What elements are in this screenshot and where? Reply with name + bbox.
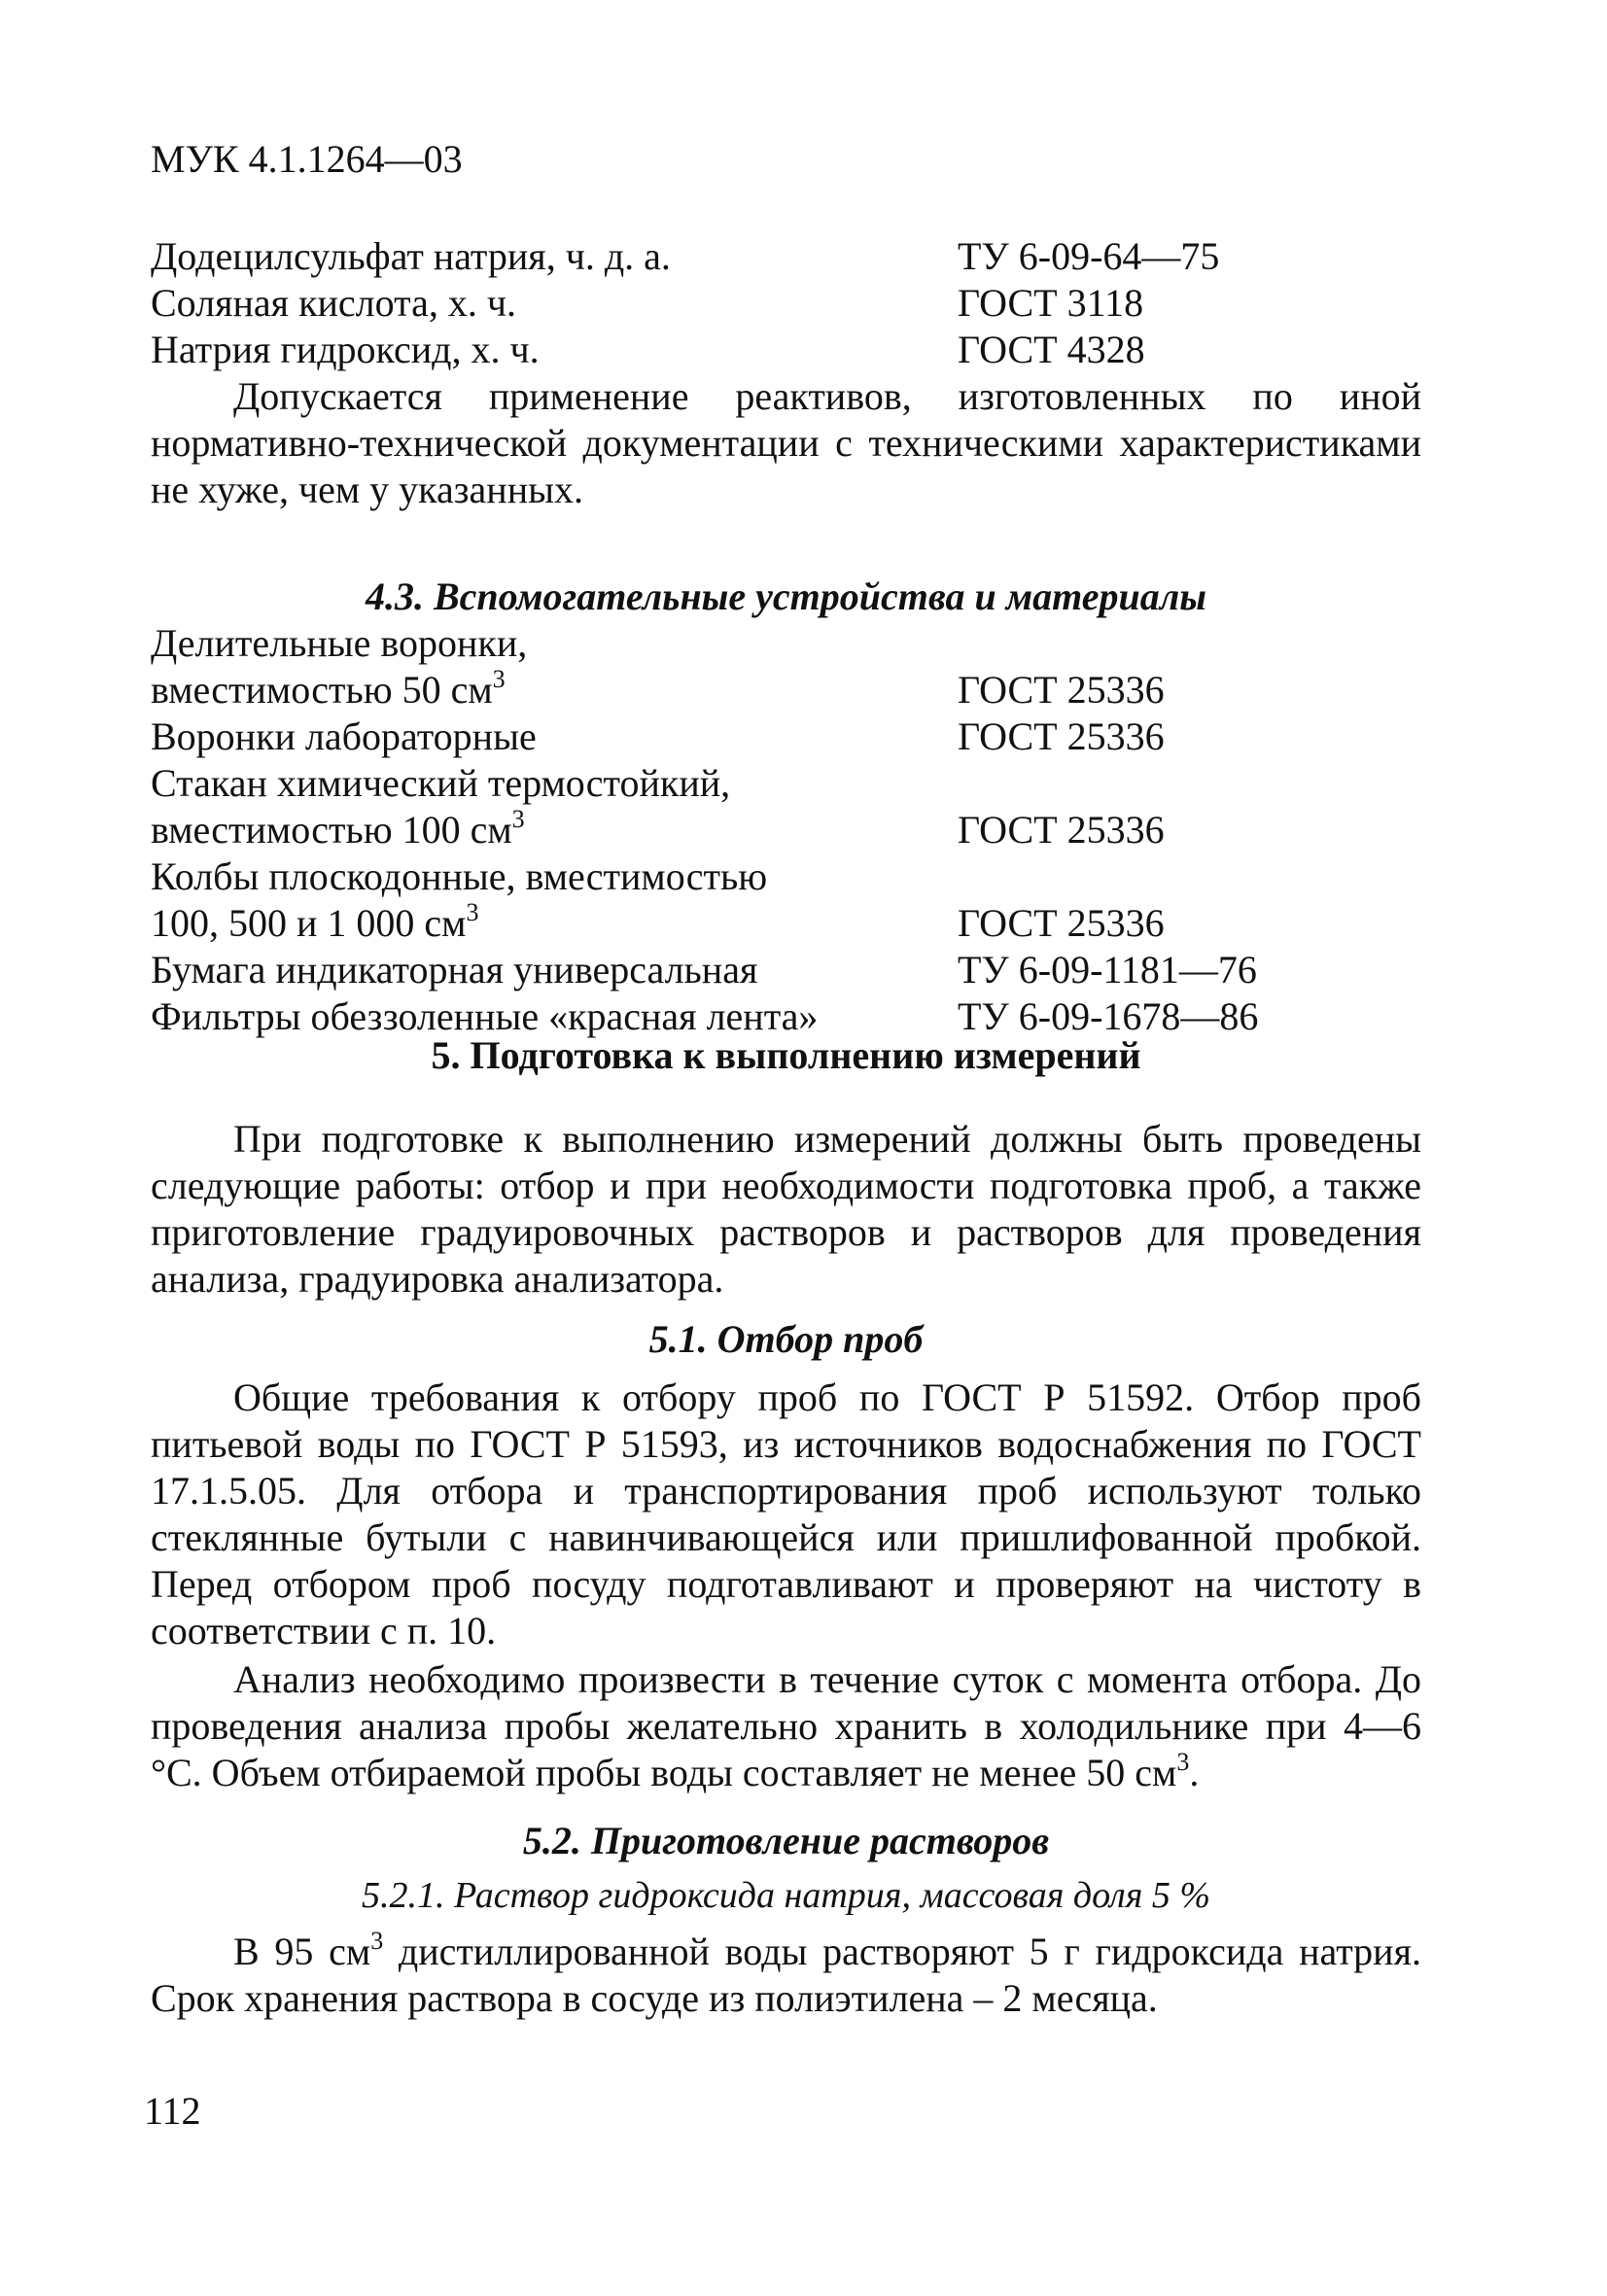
equipment-row	[151, 807, 1421, 853]
section-5-1-paragraph	[151, 1656, 1421, 1796]
equipment-item	[151, 713, 1421, 760]
reagents-note: Допускается применение реактивов, изготовленных по иной нормативно-технической документации с техническими характеристиками не хуже, чем у указанных.	[151, 374, 1421, 511]
page-number: 112	[144, 2089, 201, 2133]
superscript: 3	[511, 805, 525, 833]
equipment-name	[151, 667, 958, 713]
paragraph-text: В 95 см	[233, 1930, 371, 1973]
reagent-row	[151, 327, 1421, 373]
equipment-standard: ГОСТ 25336	[958, 668, 1165, 712]
reagent-standard: ГОСТ 4328	[958, 328, 1145, 371]
section-5-2-title: 5.2. Приготовление растворов	[522, 1819, 1050, 1862]
equipment-standard: ГОСТ 25336	[958, 714, 1165, 758]
paragraph-text: .	[1189, 1751, 1200, 1794]
reagents-list	[151, 233, 1421, 513]
section-5-1-paragraph: Общие требования к отбору проб по ГОСТ Р 51592. Отбор проб питьевой воды по ГОСТ Р 51593, из источников водоснабжения по ГОСТ 17.1.5.05. Для отбора и транспортирования проб используют только стеклянные бутыли с навинчивающейся или пришлифованной пробкой. Перед отбором проб посуду подготавливают и проверяют на чистоту в соответствии с п. 10.	[151, 1375, 1421, 1652]
equipment-item	[151, 853, 1421, 947]
equipment-row	[151, 667, 1421, 713]
section-5-title: 5. Подготовка к выполнению измерений	[431, 1033, 1141, 1077]
section-5	[151, 1032, 1421, 2022]
superscript: 3	[466, 898, 479, 926]
section-4-3-title: 4.3. Вспомогательные устройства и материалы	[365, 574, 1207, 618]
reagent-name: Соляная кислота, х. ч.	[151, 281, 516, 325]
equipment-name-line: Колбы плоскодонные, вместимостью	[151, 854, 768, 898]
reagent-row	[151, 233, 1421, 280]
reagent-standard: ТУ 6-09-64—75	[958, 234, 1220, 278]
reagent-row	[151, 280, 1421, 327]
reagent-name: Натрия гидроксид, х. ч.	[151, 328, 540, 371]
section-5-2-1-paragraph	[151, 1929, 1421, 2022]
equipment-name-text: вместимостью 100 см	[151, 808, 512, 852]
equipment-name-line: Делительные воронки,	[151, 621, 528, 665]
equipment-standard: ТУ 6-09-1181—76	[958, 948, 1257, 991]
section-5-intro: При подготовке к выполнению измерений должны быть проведены следующие работы: отбор и при необходимости подготовка проб, а также приготовление градуировочных растворов и растворов для проведения анализа, градуировка анализатора.	[151, 1117, 1421, 1301]
equipment-name-text: 100, 500 и 1 000 см	[151, 901, 467, 945]
superscript: 3	[370, 1927, 384, 1955]
equipment-row	[151, 900, 1421, 947]
section-5-1-title: 5.1. Отбор проб	[648, 1317, 924, 1361]
equipment-standard: ТУ 6-09-1678—86	[958, 994, 1259, 1038]
equipment-item	[151, 620, 1421, 713]
section-4-3	[151, 574, 1421, 1040]
equipment-standard: ГОСТ 25336	[958, 901, 1165, 945]
equipment-name-line: Стакан химический термостойкий,	[151, 761, 731, 805]
reagent-name: Додецилсульфат натрия, ч. д. а.	[151, 234, 671, 278]
equipment-standard: ГОСТ 25336	[958, 808, 1165, 852]
equipment-name: Бумага индикаторная универсальная	[151, 948, 758, 991]
equipment-item	[151, 947, 1421, 993]
equipment-name: Воронки лабораторные	[151, 714, 537, 758]
paragraph-text: Анализ необходимо произвести в течение суток с момента отбора. До проведения анализа пробы желательно хранить в холодильнике при 4—6 °С. Объем отбираемой пробы воды составляет не менее 50 см	[151, 1657, 1421, 1794]
equipment-item	[151, 760, 1421, 853]
equipment-name	[151, 807, 958, 853]
running-head: МУК 4.1.1264—03	[151, 137, 463, 181]
section-5-2-1-title: 5.2.1. Раствор гидроксида натрия, массовая доля 5 %	[361, 1875, 1211, 1916]
equipment-name: Фильтры обеззоленные «красная лента»	[151, 994, 819, 1038]
paragraph-text: дистиллированной воды растворяют 5 г гидроксида натрия. Срок хранения раствора в сосуде из полиэтилена – 2 месяца.	[151, 1930, 1421, 2020]
superscript: 3	[1176, 1748, 1190, 1776]
superscript: 3	[492, 665, 506, 693]
reagent-standard: ГОСТ 3118	[958, 281, 1144, 325]
equipment-name-text: вместимостью 50 см	[151, 668, 493, 712]
equipment-name	[151, 900, 958, 947]
